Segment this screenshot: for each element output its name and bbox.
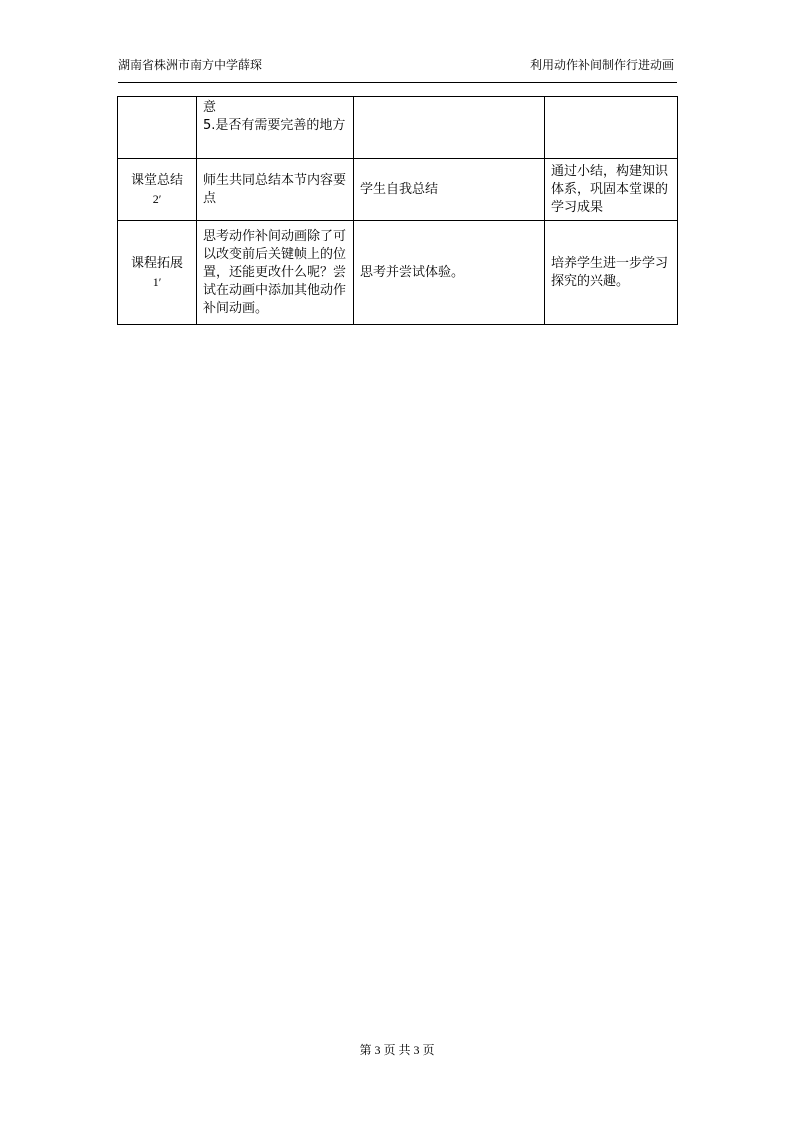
teacher-activity-line: 思考动作补间动画除了可以改变前后关键帧上的位置，还能更改什么呢？尝试在动画中添加其他动作补间动画。	[203, 228, 347, 316]
student-activity-cell: 思考并尝试体验。	[354, 221, 545, 325]
table-row	[118, 159, 678, 221]
teacher-activity-line: 意	[203, 100, 217, 115]
student-activity-cell: 学生自我总结	[354, 159, 545, 221]
student-activity-cell	[354, 97, 545, 159]
header-title: 利用动作补间制作行进动画	[529, 58, 674, 72]
stage-time: 1′	[152, 274, 162, 289]
lesson-plan-table	[117, 96, 678, 325]
teacher-activity-line: 5.是否有需要完善的地方	[203, 118, 346, 133]
stage-name: 课程拓展	[130, 255, 183, 271]
stage-cell	[118, 221, 197, 325]
header-divider	[118, 82, 677, 83]
stage-cell	[118, 97, 197, 159]
page-header	[118, 56, 674, 74]
stage-cell	[118, 159, 197, 221]
teacher-activity-cell	[197, 97, 354, 159]
stage-time: 2′	[152, 191, 162, 206]
stage-name: 课堂总结	[130, 172, 183, 188]
table-row	[118, 221, 678, 325]
design-purpose-cell: 培养学生进一步学习探究的兴趣。	[545, 221, 678, 325]
design-purpose-cell: 通过小结，构建知识体系，巩固本堂课的学习成果	[545, 159, 678, 221]
header-author: 湖南省株洲市南方中学薛琛	[118, 58, 263, 72]
page-footer: 第 3 页 共 3 页	[359, 1043, 435, 1057]
teacher-activity-cell	[197, 221, 354, 325]
teacher-activity-cell	[197, 159, 354, 221]
design-purpose-cell	[545, 97, 678, 159]
table-row	[118, 97, 678, 159]
teacher-activity-line: 师生共同总结本节内容要点	[203, 172, 347, 206]
